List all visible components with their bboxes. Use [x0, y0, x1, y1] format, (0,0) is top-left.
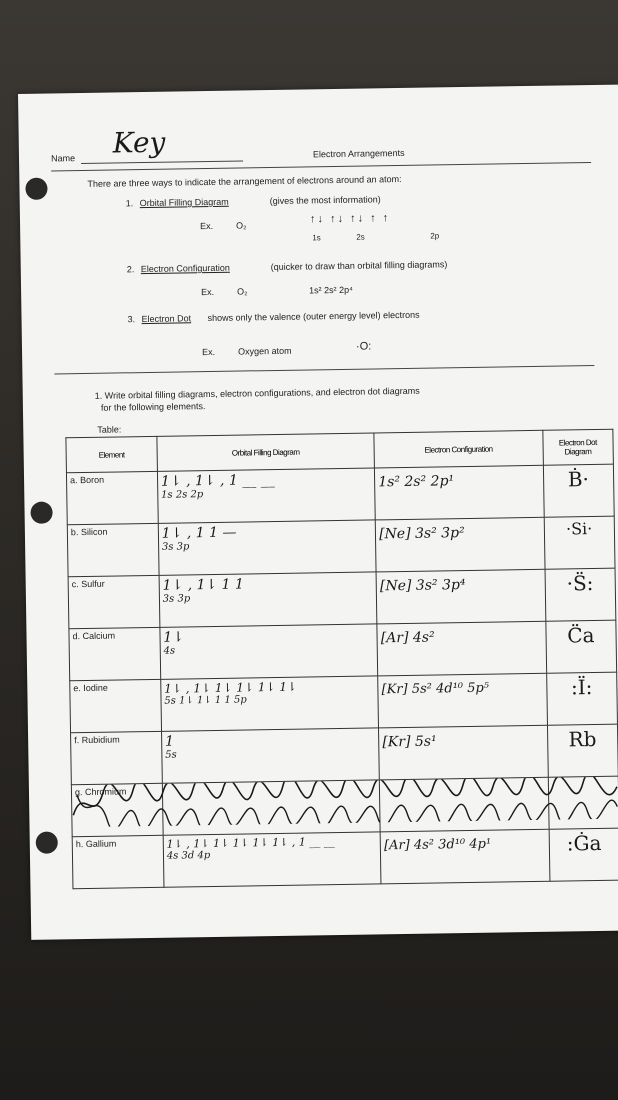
orbital-cell[interactable] [163, 832, 381, 887]
worksheet-page [18, 85, 618, 940]
orbital-label-2s: 2s [356, 232, 365, 242]
method-3-desc: shows only the valence (outer energy level) electrons [207, 309, 420, 324]
method-1-ex-label: Ex. [200, 220, 214, 232]
orbital-sublabels: 3s 3p [162, 593, 191, 605]
config-cell[interactable]: [Kr] 5s¹ [379, 725, 548, 780]
table-row [69, 620, 617, 681]
dot-cell[interactable]: ·S̈: [545, 568, 616, 621]
dot-cell[interactable]: ·Si· [544, 516, 615, 569]
method-2-ex-label: Ex. [201, 286, 215, 298]
element-cell: h. Gallium [72, 835, 164, 888]
orbital-answer: 1 [164, 733, 175, 750]
config-cell[interactable]: [Ne] 3s² 3p² [375, 517, 544, 572]
method-3-ex-label: Ex. [201, 346, 216, 358]
method-2-ex-value: 1s² 2s² 2p⁴ [309, 284, 354, 296]
table-row [72, 828, 618, 889]
method-2-ex-item: O₂ [237, 286, 248, 297]
method-1-ex-item: O₂ [236, 220, 247, 231]
section-rule [54, 365, 594, 374]
method-3-name: Electron Dot [141, 313, 192, 325]
element-cell: a. Boron [66, 471, 158, 524]
config-cell[interactable]: 1s² 2s² 2p¹ [375, 465, 544, 520]
orbital-cell[interactable] [157, 468, 375, 523]
dot-cell[interactable]: :Ï: [546, 672, 617, 725]
question-line-1: 1. Write orbital filling diagrams, electron configurations, and electron dot diagrams [94, 385, 420, 401]
col-header-config: Electron Configuration [374, 430, 543, 468]
table-row [70, 672, 618, 733]
dot-cell[interactable]: Rb [547, 724, 618, 777]
binder-hole [30, 502, 52, 524]
orbital-label-2p: 2p [430, 231, 440, 241]
binder-hole [36, 831, 58, 853]
orbital-answer: 1⇂ , 1⇂ 1 1 [162, 576, 245, 594]
orbital-answer: 1⇂ , 1 1 — [161, 524, 237, 542]
orbital-cell[interactable] [161, 676, 379, 731]
orbital-cell[interactable] [160, 624, 378, 679]
config-cell[interactable]: [Ar] 4s² [377, 621, 546, 676]
dot-cell[interactable]: :Ġa [549, 828, 618, 881]
element-cell: c. Sulfur [68, 575, 160, 628]
dot-cell[interactable]: C̈a [545, 620, 616, 673]
name-line [81, 160, 243, 164]
orbital-cell[interactable] [159, 572, 377, 627]
method-1-number: 1. [125, 198, 134, 209]
page-title: Electron Arrangements [312, 147, 405, 160]
col-header-orbital: Orbital Filling Diagram [157, 433, 375, 471]
method-2-name: Electron Configuration [140, 262, 230, 275]
orbital-answer: 1⇂ , 1⇂ 1⇂ 1⇂ 1⇂ 1⇂ [164, 679, 298, 696]
method-3-number: 3. [127, 314, 136, 325]
config-cell[interactable]: [Kr] 5s² 4d¹⁰ 5p⁵ [378, 673, 547, 728]
element-cell: e. Iodine [70, 679, 162, 732]
orbital-sublabels: 5s [165, 749, 177, 761]
dot-cell[interactable]: Ḃ· [543, 464, 614, 517]
element-cell: b. Silicon [67, 523, 159, 576]
method-2-number: 2. [126, 264, 135, 275]
method-3-ex-item: Oxygen atom [237, 345, 292, 357]
binder-hole [25, 178, 47, 200]
method-1-ex-value: ↑↓ ↑↓ ↑↓ ↑ ↑ [309, 212, 391, 226]
element-cell: d. Calcium [69, 627, 161, 680]
method-1-name: Orbital Filling Diagram [139, 196, 229, 209]
method-3-ex-value: ·O: [355, 340, 372, 353]
orbital-sublabels: 1s 2s 2p [161, 489, 204, 501]
table-row [71, 724, 618, 785]
orbital-cell[interactable] [158, 520, 376, 575]
header-rule [51, 162, 591, 171]
question-line-2: for the following elements. [100, 401, 206, 413]
method-2-desc: (quicker to draw than orbital filling diagrams) [270, 259, 448, 273]
method-1-desc: (gives the most information) [269, 194, 381, 207]
name-label: Name [50, 153, 76, 164]
orbital-sublabels: 4s 3d 4p [166, 850, 211, 862]
orbital-cell[interactable] [161, 728, 379, 783]
table-row [66, 464, 614, 525]
table-row [67, 516, 615, 577]
element-cell: g. Chromium [71, 783, 163, 836]
orbital-sublabels: 5s 1⇂ 1⇂ 1 1 5p [164, 694, 247, 707]
orbital-answer: 1⇂ , 1⇂ 1⇂ 1⇂ 1⇂ 1⇂ , 1 __ __ [166, 835, 335, 851]
intro-text: There are three ways to indicate the arrangement of electrons around an atom: [87, 173, 402, 189]
crossed-out-scribble [71, 777, 618, 828]
orbital-sublabels: 3s 3p [161, 541, 190, 553]
table-row [68, 568, 616, 629]
element-cell: f. Rubidium [71, 731, 163, 784]
col-header-dot: Electron Dot Diagram [542, 429, 613, 465]
orbital-answer: 1⇂ [163, 629, 185, 646]
orbital-sublabels: 4s [163, 645, 176, 657]
orbital-answer: 1⇂ , 1⇂ , 1 __ __ [160, 472, 275, 490]
config-cell[interactable]: [Ne] 3s² 3p⁴ [376, 569, 545, 624]
name-value: Key [112, 125, 166, 160]
col-header-element: Element [66, 436, 157, 472]
table-label: Table: [97, 424, 122, 435]
orbital-label-1s: 1s [312, 233, 321, 243]
config-cell[interactable]: [Ar] 4s² 3d¹⁰ 4p¹ [380, 829, 549, 884]
